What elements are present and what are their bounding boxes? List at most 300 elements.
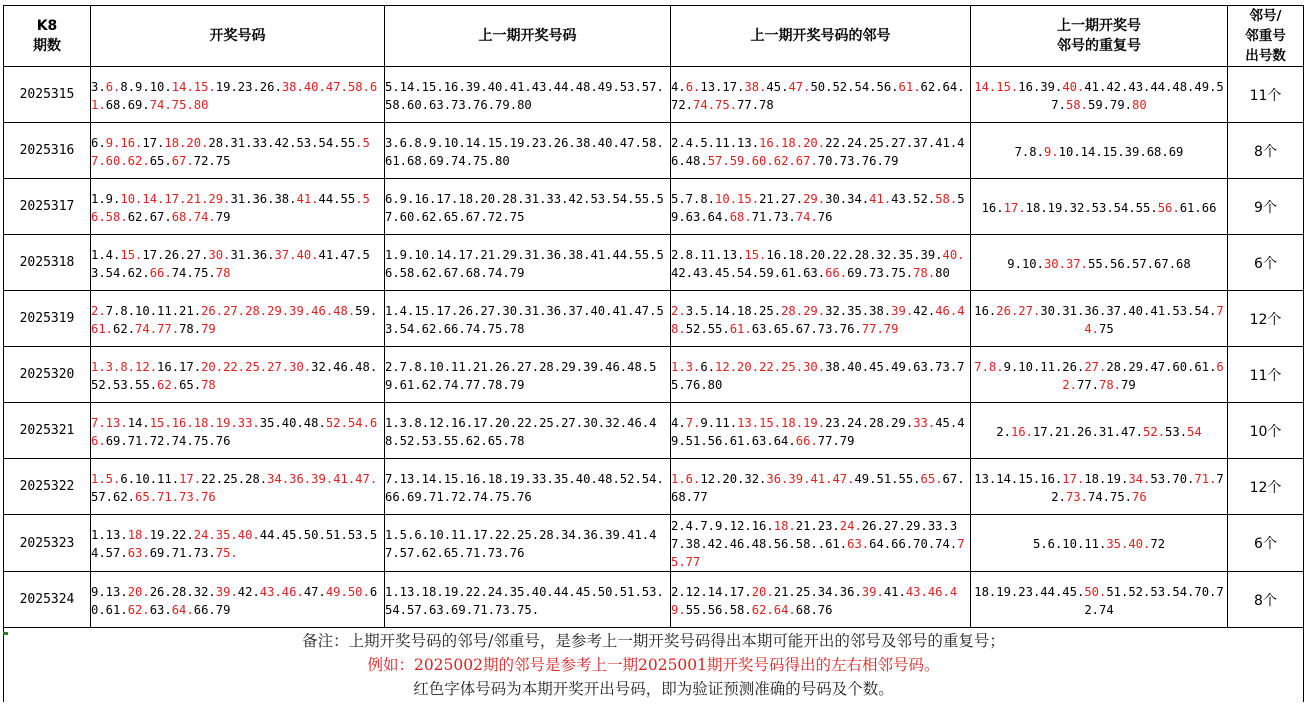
- number: 76: [817, 209, 833, 224]
- count-cell: 9个: [1228, 179, 1304, 235]
- number: 7.8.: [1014, 144, 1044, 159]
- note-line-3: 红色字体号码为本期开奖开出号码，即为验证预测准确的号码及个数。: [413, 680, 894, 698]
- hit-number: 57.59.: [707, 153, 752, 168]
- hit-number: 43.46.49.: [671, 584, 958, 617]
- hit-number: 6.: [105, 79, 121, 94]
- hit-number: 14.15.: [974, 79, 1019, 94]
- hit-number: 20.22.25.27.30.: [201, 359, 312, 374]
- neighbor-numbers-cell: [671, 67, 971, 123]
- neighbor-numbers-cell: [671, 459, 971, 515]
- number: 3.5.14.18.25.: [685, 303, 782, 318]
- hit-number: 24.35.40.: [193, 528, 260, 542]
- repeat-numbers-cell: [971, 572, 1228, 628]
- hit-number: 1.5.: [91, 471, 121, 486]
- hit-number: 15.: [120, 247, 143, 262]
- number: 9.10.: [1007, 256, 1044, 271]
- number: 16.: [974, 303, 997, 318]
- repeat-numbers-cell: [971, 459, 1228, 515]
- number: 7.13.14.15.16.18.19.33.35.40.48.52.54.66.69.71.72.74.75.76: [385, 471, 664, 504]
- hit-number: 14.15.: [171, 79, 216, 94]
- number: 41.: [883, 584, 906, 599]
- number: 18.19.32.53.54.55.: [1025, 200, 1158, 215]
- table-row: [4, 291, 1304, 347]
- header-draw: [91, 6, 385, 67]
- hit-number: 74.: [1084, 303, 1224, 336]
- hit-number: 7.: [685, 415, 701, 430]
- number: 9.13.: [91, 584, 128, 599]
- hit-number: 66.: [149, 265, 172, 280]
- number: 32.46.48.52.53.55.: [91, 359, 378, 392]
- number: 16.: [981, 200, 1004, 215]
- number: 55.56.58.: [685, 602, 752, 617]
- number: 8.9.10.: [120, 79, 172, 94]
- number: 14.: [127, 415, 150, 430]
- notes-cell: [4, 628, 1304, 703]
- number: 78.: [179, 321, 202, 336]
- number: 1.4.15.17.26.27.30.31.36.37.40.41.47.53.54.62.66.74.75.78: [385, 303, 664, 336]
- draw-numbers-cell: [91, 459, 385, 515]
- table-body: [4, 67, 1304, 628]
- repeat-numbers-cell: [971, 403, 1228, 459]
- number: 1.13.: [91, 528, 128, 542]
- period-cell: 2025315: [4, 67, 91, 123]
- hit-number: 79: [201, 321, 216, 336]
- hit-number: 61.: [898, 79, 921, 94]
- table-row: [4, 235, 1304, 291]
- number: 67.68.77: [671, 471, 965, 504]
- hit-number: 10.14.: [120, 191, 165, 206]
- hit-number: 16.18.20.: [759, 135, 826, 150]
- hit-number: 38.: [744, 79, 767, 94]
- hit-number: 65.71.73.76: [135, 489, 216, 504]
- number: 30.31.36.37.40.41.53.54.: [1040, 303, 1217, 318]
- number: 3.: [91, 79, 106, 94]
- number: 21.23.: [795, 519, 840, 533]
- hit-number: 41.: [296, 191, 319, 206]
- hit-number: 17.: [1062, 471, 1085, 486]
- draw-numbers-cell: [91, 67, 385, 123]
- number: 43.52.: [891, 191, 936, 206]
- header-count: [1228, 6, 1304, 67]
- hit-number: 52.54.66.: [91, 415, 378, 448]
- number: 61.66: [1179, 200, 1217, 215]
- count-cell: 11个: [1228, 347, 1304, 403]
- number: 5.6.10.11.: [1032, 537, 1107, 551]
- hit-number: 17.21.29.: [164, 191, 231, 206]
- number: 9.11.: [700, 415, 738, 430]
- number: 28.29.47.60.61.: [1106, 359, 1217, 374]
- count-cell: 11个: [1228, 67, 1304, 123]
- number: 22.24.25.27.37.41.46.48.: [671, 135, 965, 168]
- number: 1.9.: [91, 191, 121, 206]
- hit-number: 58.: [935, 191, 958, 206]
- number: 68.76: [795, 602, 833, 617]
- number: 6.10.11.: [120, 471, 180, 486]
- number: 62.67.: [127, 209, 172, 224]
- number: 1.5.6.10.11.17.22.25.28.34.36.39.41.47.57.62.65.71.73.76: [385, 528, 657, 560]
- lottery-table: [3, 5, 1304, 702]
- draw-numbers-cell: [91, 235, 385, 291]
- hit-number: 15.16.18.19.33.: [149, 415, 260, 430]
- number: 66.79: [193, 602, 231, 617]
- hit-number: 39.: [861, 584, 884, 599]
- hit-number: 73.: [1065, 489, 1088, 504]
- number: 31.36.: [230, 247, 275, 262]
- header-repeat-label: 上一期开奖号 邻号的重复号: [1057, 18, 1141, 54]
- prev-numbers-cell: [385, 123, 671, 179]
- number: 30.34.: [825, 191, 870, 206]
- number: 72.75: [193, 153, 231, 168]
- hit-number: 12.20.22.25.30.: [715, 359, 826, 374]
- repeat-numbers-cell: [971, 347, 1228, 403]
- hit-number: 2.: [91, 303, 106, 318]
- number: 45.: [766, 79, 789, 94]
- number: 80: [935, 265, 950, 280]
- hit-number: 56.: [1157, 200, 1180, 215]
- hit-number: 17.: [1003, 200, 1026, 215]
- header-row: [4, 6, 1304, 67]
- neighbor-numbers-cell: [671, 179, 971, 235]
- count-cell: 6个: [1228, 235, 1304, 291]
- hit-number: 36.39.41.47.: [766, 471, 855, 486]
- number: 63.65.67.73.76.: [751, 321, 862, 336]
- number: 38.40.45.49.63.73.75.76.80: [671, 359, 965, 392]
- notes-row: [4, 628, 1304, 703]
- hit-number: 40.: [942, 247, 965, 262]
- period-cell: 2025324: [4, 572, 91, 628]
- hit-number: 47.58.61.: [91, 79, 378, 112]
- hit-number: 1.6.: [671, 471, 701, 486]
- period-cell: 2025317: [4, 179, 91, 235]
- hit-number: 75.: [215, 546, 238, 560]
- number: 59.63.64.: [671, 191, 965, 224]
- header-period-label: K8 期数: [33, 18, 61, 54]
- number: 23.24.28.29.: [825, 415, 914, 430]
- number: 60.61.: [91, 584, 378, 617]
- number: 44.45.50.51.53.54.57.: [91, 528, 378, 560]
- hit-number: 50.: [1084, 584, 1107, 599]
- prev-numbers-cell: [385, 235, 671, 291]
- hit-number: 61.: [91, 321, 114, 336]
- number: 4.: [671, 79, 686, 94]
- number: 16.39.: [1018, 79, 1063, 94]
- neighbor-numbers-cell: [671, 291, 971, 347]
- number: 22.25.28.: [201, 471, 268, 486]
- header-repeat: [971, 6, 1228, 67]
- hit-number: 62.: [127, 602, 150, 617]
- hit-number: 10.15.: [715, 191, 760, 206]
- hit-number: 18.: [127, 528, 150, 542]
- number: 79: [1121, 377, 1136, 392]
- number: 70.73.76.79: [817, 153, 899, 168]
- hit-number: 39.: [215, 584, 238, 599]
- hit-number: 39.: [891, 303, 914, 318]
- hit-number: 61.: [729, 321, 752, 336]
- number: 72.: [1051, 471, 1224, 504]
- hit-number: 64.: [171, 602, 194, 617]
- number: 17.: [142, 135, 165, 150]
- number: 77.: [1076, 377, 1099, 392]
- number: 13.17.: [700, 79, 745, 94]
- hit-number: 1.3.8.12.: [91, 359, 158, 374]
- prev-numbers-cell: [385, 179, 671, 235]
- count-cell: 6个: [1228, 515, 1304, 572]
- hit-number: 63.: [127, 546, 150, 560]
- number: 16.18.20.22.28.32.35.39.: [766, 247, 943, 262]
- repeat-numbers-cell: [971, 515, 1228, 572]
- number: 26.27.29.33.37.38.42.46.48.56.58..61.: [671, 519, 958, 551]
- number: 9.10.11.26.: [1003, 359, 1085, 374]
- hit-number: 18.20.: [164, 135, 209, 150]
- number: 19.22.: [149, 528, 194, 542]
- hit-number: 67.: [171, 153, 194, 168]
- number: 52.55.: [685, 321, 730, 336]
- number: 5.7.8.: [671, 191, 716, 206]
- period-cell: 2025319: [4, 291, 91, 347]
- hit-number: 7.8.: [974, 359, 1004, 374]
- table-row: [4, 403, 1304, 459]
- header-neighbor-label: 上一期开奖号码的邻号: [750, 28, 891, 44]
- hit-number: 24.: [839, 519, 862, 533]
- number: 65.: [149, 153, 172, 168]
- number: 69.71.73.: [149, 546, 216, 560]
- number: 2.8.11.13.: [671, 247, 745, 262]
- number: 19.23.26.: [215, 79, 282, 94]
- draw-numbers-cell: [91, 123, 385, 179]
- period-cell: 2025323: [4, 515, 91, 572]
- neighbor-numbers-cell: [671, 347, 971, 403]
- hit-number: 2.: [671, 303, 686, 318]
- hit-number: 35.40.: [1106, 537, 1151, 551]
- hit-number: 46.48.: [671, 303, 965, 336]
- hit-number: 27.: [1084, 359, 1107, 374]
- draw-numbers-cell: [91, 403, 385, 459]
- table-row: [4, 459, 1304, 515]
- number: 12.20.32.: [700, 471, 767, 486]
- repeat-numbers-cell: [971, 123, 1228, 179]
- hit-number: 74.75.80: [149, 97, 209, 112]
- number: 74.75.: [1087, 489, 1133, 504]
- hit-number: 54: [1187, 424, 1202, 439]
- hit-number: 78: [201, 377, 216, 392]
- hit-number: 66.: [795, 433, 818, 448]
- header-prev: [385, 6, 671, 67]
- number: 6.: [91, 135, 106, 150]
- hit-number: 29.: [803, 191, 826, 206]
- number: 55.56.57.67.68: [1087, 256, 1191, 271]
- number: 57.62.: [91, 489, 136, 504]
- number: 68.69.: [105, 97, 150, 112]
- prev-numbers-cell: [385, 459, 671, 515]
- number: 1.9.10.14.17.21.29.31.36.38.41.44.55.56.58.62.67.68.74.79: [385, 247, 664, 280]
- prev-numbers-cell: [385, 515, 671, 572]
- number: 50.52.54.56.: [810, 79, 899, 94]
- hit-number: 33.: [913, 415, 936, 430]
- number: 63.: [149, 602, 172, 617]
- number: 41.47.53.54.62.: [91, 247, 370, 280]
- number: 64.66.70.74.: [869, 537, 958, 551]
- number: 3.6.8.9.10.14.15.19.23.26.38.40.47.58.61.68.69.74.75.80: [385, 135, 664, 168]
- number: 51.52.53.54.70.72.74: [1084, 584, 1224, 617]
- hit-number: 74.77.: [135, 321, 180, 336]
- header-draw-label: 开奖号码: [209, 28, 266, 44]
- number: 79: [215, 209, 231, 224]
- hit-number: .57.60.62.: [91, 135, 370, 168]
- number: 18.19.: [1084, 471, 1129, 486]
- number: 69.71.72.74.75.76: [105, 433, 231, 448]
- header-prev-label: 上一期开奖号码: [478, 28, 577, 44]
- number: 74.75.: [171, 265, 216, 280]
- hit-number: 38.40.: [281, 79, 326, 94]
- cell-marker: [3, 632, 8, 635]
- number: 42.: [237, 584, 260, 599]
- hit-number: 66.: [825, 265, 848, 280]
- hit-number: 63.: [847, 537, 870, 551]
- prev-numbers-cell: [385, 403, 671, 459]
- count-cell: 12个: [1228, 459, 1304, 515]
- hit-number: 18.: [773, 519, 796, 533]
- number: 16.17.: [157, 359, 202, 374]
- period-cell: 2025318: [4, 235, 91, 291]
- number: 59.: [355, 303, 378, 318]
- period-cell: 2025322: [4, 459, 91, 515]
- hit-number: 13.15.18.19.: [737, 415, 826, 430]
- hit-number: 16.: [1010, 424, 1033, 439]
- table-row: [4, 67, 1304, 123]
- number: 77.79: [817, 433, 855, 448]
- hit-number: 68.74.: [171, 209, 216, 224]
- number: 13.14.15.16.: [974, 471, 1063, 486]
- hit-number: 75.77: [671, 537, 965, 569]
- draw-numbers-cell: [91, 291, 385, 347]
- number: 26.28.32.: [149, 584, 216, 599]
- hit-number: 47.: [788, 79, 811, 94]
- hit-number: 1.3.: [671, 359, 701, 374]
- hit-number: 26.27.: [996, 303, 1041, 318]
- number: 4.: [671, 415, 686, 430]
- number: 6.: [700, 359, 716, 374]
- number: 2.4.7.9.12.16.: [671, 519, 774, 533]
- repeat-numbers-cell: [971, 235, 1228, 291]
- number: 65.: [179, 377, 202, 392]
- hit-number: 15.: [744, 247, 767, 262]
- number: 2.: [996, 424, 1011, 439]
- number: 62.64.72.: [671, 79, 965, 112]
- number: 28.31.33.42.53.54.55: [208, 135, 356, 150]
- number: 42.43.45.54.59.61.63.: [671, 265, 826, 280]
- number: 2.12.14.17.: [671, 584, 752, 599]
- hit-number: 20.: [751, 584, 774, 599]
- repeat-numbers-cell: [971, 67, 1228, 123]
- number: 21.27.: [759, 191, 804, 206]
- repeat-numbers-cell: [971, 291, 1228, 347]
- number: 2.7.8.10.11.21.26.27.28.29.39.46.48.59.61.62.74.77.78.79: [385, 359, 657, 392]
- number: 49.51.55.: [854, 471, 921, 486]
- table-row: [4, 515, 1304, 572]
- number: 2.4.5.11.13.: [671, 135, 760, 150]
- header-neighbor: [671, 6, 971, 67]
- table-row: [4, 179, 1304, 235]
- number: 45.49.51.56.61.63.64.: [671, 415, 965, 448]
- period-cell: 2025320: [4, 347, 91, 403]
- number: 75: [1099, 321, 1114, 336]
- number: 53.70.: [1150, 471, 1195, 486]
- count-cell: 10个: [1228, 403, 1304, 459]
- number: 59.79.: [1087, 97, 1133, 112]
- number: 7.8.10.11.21.: [105, 303, 202, 318]
- hit-number: 30.: [208, 247, 231, 262]
- number: 47.: [303, 584, 326, 599]
- hit-number: 78: [215, 265, 231, 280]
- hit-number: 40.: [1062, 79, 1085, 94]
- hit-number: 62.: [1062, 359, 1224, 392]
- hit-number: 26.27.28.29.39.46.48.: [201, 303, 356, 318]
- number: 5.14.15.16.39.40.41.43.44.48.49.53.57.58.60.63.73.76.79.80: [385, 79, 664, 112]
- number: 77.78: [737, 97, 774, 112]
- hit-number: 77.79: [861, 321, 899, 336]
- prev-numbers-cell: [385, 572, 671, 628]
- number: 35.40.48.: [259, 415, 326, 430]
- header-count-label: 邻号/ 邻重号 出号数: [1245, 8, 1286, 64]
- hit-number: 78.: [913, 265, 936, 280]
- neighbor-numbers-cell: [671, 403, 971, 459]
- hit-number: 74.: [795, 209, 818, 224]
- number: 72: [1150, 537, 1166, 551]
- note-line-1: 备注：上期开奖号码的邻号/邻重号，是参考上一期开奖号码得出本期可能开出的邻号及邻号的重复号；: [302, 632, 1005, 650]
- hit-number: 60.62.67.: [751, 153, 818, 168]
- number: 42.: [913, 303, 936, 318]
- number: 17.26.27.: [142, 247, 209, 262]
- number: 69.73.75.: [847, 265, 914, 280]
- number: 32.35.38.: [825, 303, 892, 318]
- period-cell: 2025316: [4, 123, 91, 179]
- hit-number: 41.: [869, 191, 892, 206]
- number: 44.55: [318, 191, 356, 206]
- neighbor-numbers-cell: [671, 235, 971, 291]
- hit-number: 34.36.39.41.47.: [267, 471, 378, 486]
- hit-number: 71.: [1194, 471, 1217, 486]
- count-cell: 8个: [1228, 572, 1304, 628]
- number: 21.25.34.36.: [773, 584, 862, 599]
- hit-number: 78.: [1099, 377, 1122, 392]
- hit-number: 65.: [920, 471, 943, 486]
- number: 31.36.38.: [230, 191, 297, 206]
- hit-number: 58.: [1065, 97, 1088, 112]
- count-cell: 8个: [1228, 123, 1304, 179]
- prev-numbers-cell: [385, 347, 671, 403]
- hit-number: 43.46.: [259, 584, 304, 599]
- hit-number: 76: [1132, 489, 1147, 504]
- hit-number: 62.: [157, 377, 180, 392]
- period-cell: 2025321: [4, 403, 91, 459]
- hit-number: 7.13.: [91, 415, 128, 430]
- hit-number: 6.: [685, 79, 701, 94]
- number: 1.4.: [91, 247, 121, 262]
- hit-number: 17.: [179, 471, 202, 486]
- hit-number: 34.: [1128, 471, 1151, 486]
- hit-number: 9.16.: [105, 135, 143, 150]
- number: 62.: [113, 321, 136, 336]
- number: 1.3.8.12.16.17.20.22.25.27.30.32.46.48.52.53.55.62.65.78: [385, 415, 657, 448]
- table-row: [4, 123, 1304, 179]
- number: 1.13.18.19.22.24.35.40.44.45.50.51.53.54.57.63.69.71.73.75.: [385, 584, 664, 617]
- neighbor-numbers-cell: [671, 123, 971, 179]
- hit-number: 68.: [729, 209, 752, 224]
- draw-numbers-cell: [91, 515, 385, 572]
- repeat-numbers-cell: [971, 179, 1228, 235]
- number: 71.73.: [751, 209, 796, 224]
- draw-numbers-cell: [91, 179, 385, 235]
